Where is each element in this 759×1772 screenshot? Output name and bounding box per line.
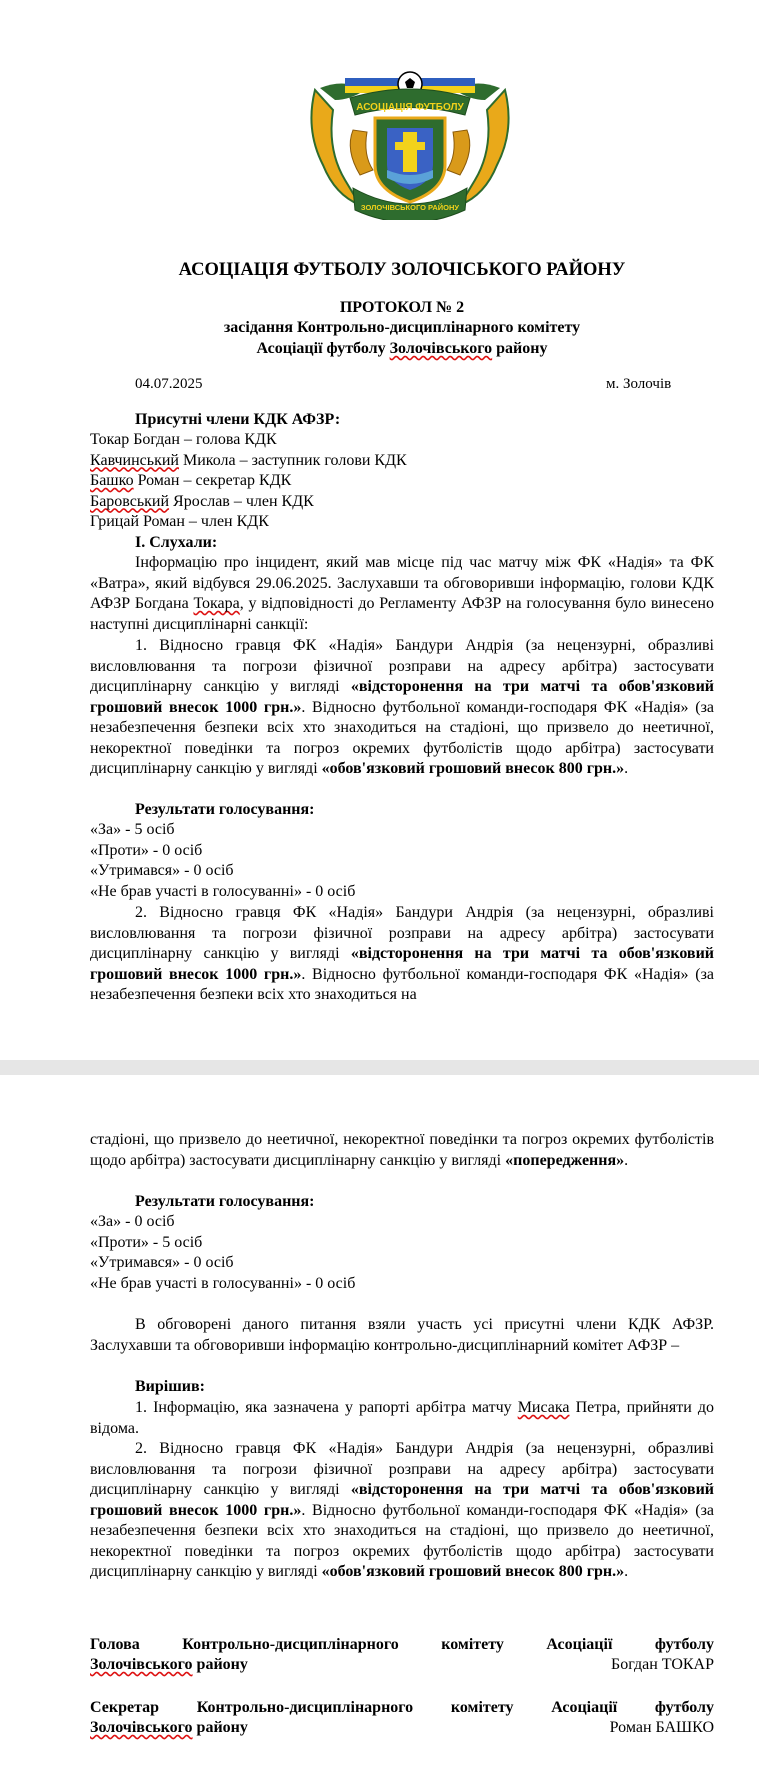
sanction-item-2-continued: стадіоні, що призвело до неетичної, некоректної поведінки та погроз окремих футболістів щодо арбітра) застосувати дисциплінарну санкцію у вигляді «попередження».: [90, 1131, 714, 1169]
protocol-city: м. Золочів: [606, 376, 672, 392]
vote-against: «Проти» - 0 осіб: [90, 841, 203, 859]
vote-not-participated: «Не брав участі в голосуванні» - 0 осіб: [90, 1274, 356, 1292]
member-3: Башко Роман – секретар КДК: [90, 472, 292, 489]
vote-results-2: [90, 1212, 714, 1294]
head-signature-name: Богдан ТОКАР: [611, 1656, 714, 1673]
vote-against: «Проти» - 5 осіб: [90, 1233, 203, 1251]
member-4: Баровський Ярослав – член КДК: [90, 492, 314, 510]
member-1: Токар Богдан – голова КДК: [90, 431, 277, 448]
logo-top-text: АСОЦІАЦІЯ ФУТБОЛУ: [356, 102, 464, 113]
member-5: Грицай Роман – член КДК: [90, 513, 269, 530]
protocol-date: 04.07.2025: [135, 376, 203, 392]
members-list: [90, 430, 714, 533]
sanction-item-2: 2. Відносно гравця ФК «Надія» Бандури Андрія (за нецензурні, образливі висловлювання та погрози фізичної розправи на адресу арбітра) застосувати дисциплінарну санкцію у вигляді «відсторонення на три матчі та обов'язковий грошовий внесок 1000 грн.». Відносно футбольної команди-господаря ФК «Надія» (за незабезпечення безпеки всіх хто знаходиться на: [90, 904, 715, 1003]
head-signature-line-1: Голова Контрольно-дисциплінарного комітету Асоціації футболу: [90, 1636, 714, 1653]
protocol-subtitle-2: Асоціації футболу Золочівського району: [256, 340, 548, 357]
discussion-paragraph: В обговорені даного питання взяли участь усі присутні члени КДК АФЗР. Заслухавши та обговоривши інформацію контрольно-дисциплінарний комітет АФЗР –: [90, 1316, 714, 1354]
vote-results-heading-1: Результати голосування:: [135, 801, 315, 818]
protocol-subtitle-1: засідання Контрольно-дисциплінарного комітету: [223, 319, 581, 336]
sanction-item-1: 1. Відносно гравця ФК «Надія» Бандури Андрія (за нецензурні, образливі висловлювання та погрози фізичної розправи на адресу арбітра) застосувати дисциплінарну санкцію у вигляді «відсторонення на три матчі та обов'язковий грошовий внесок 1000 грн.». Відносно футбольної команди-господаря ФК «Надія» (за незабезпечення безпеки всіх хто знаходиться на стадіоні, що призвело до неетичної, некоректної поведінки та погроз окремих футболістів щодо арбітра) застосувати дисциплінарну санкцію у вигляді «обов'язковий грошовий внесок 800 грн.».: [90, 637, 715, 777]
secretary-signature-line-2: Золочівського району Роман БАШКО: [90, 1718, 714, 1739]
vote-for: «За» - 0 осіб: [90, 1213, 175, 1230]
secretary-signature-name: Роман БАШКО: [609, 1719, 714, 1736]
vote-results-1: [90, 820, 714, 902]
vote-abstained: «Утримався» - 0 осіб: [90, 862, 234, 879]
association-logo: [305, 70, 515, 220]
protocol-title: ПРОТОКОЛ № 2: [339, 299, 465, 316]
vote-for: «За» - 5 осіб: [90, 821, 175, 838]
vote-not-participated: «Не брав участі в голосуванні» - 0 осіб: [90, 882, 356, 900]
incident-intro: Інформацію про інцидент, який мав місце під час матчу між ФК «Надія» та ФК «Ватра», який відбувся 29.06.2025. Заслухавши та обговоривши інформацію, голови КДК АФЗР Богдана Токара, у відповідності до Регламенту АФЗР на голосування було винесено наступні дисциплінарні санкції:: [90, 554, 714, 633]
logo-bottom-text: ЗОЛОЧІВСЬКОГО РАЙОНУ: [360, 203, 460, 212]
head-signature-line-2: Золочівського району Богдан ТОКАР: [90, 1655, 714, 1676]
decided-heading: Вирішив:: [135, 1378, 205, 1395]
members-heading: Присутні члени КДК АФЗР:: [135, 411, 341, 428]
decision-item-2: 2. Відносно гравця ФК «Надія» Бандури Андрія (за нецензурні, образливі висловлювання та погрози фізичної розправи на адресу арбітра) застосувати дисциплінарну санкцію у вигляді «відсторонення на три матчі та обов'язковий грошовий внесок 1000 грн.». Відносно футбольної команди-господаря ФК «Надія» (за незабезпечення безпеки всіх хто знаходиться на стадіоні, що призвело до неетичної, некоректної поведінки та погроз окремих футболістів щодо арбітра) застосувати дисциплінарну санкцію у вигляді «обов'язковий грошовий внесок 800 грн.».: [90, 1440, 715, 1580]
secretary-signature-line-1: Секретар Контрольно-дисциплінарного комітету Асоціації футболу: [90, 1699, 714, 1716]
vote-results-heading-2: Результати голосування:: [135, 1193, 315, 1210]
decision-item-1: 1. Інформацію, яка зазначена у рапорті арбітра матчу Мисака Петра, прийняти до відома.: [90, 1399, 714, 1437]
member-2: Кавчинський Микола – заступник голови КДК: [90, 451, 407, 469]
document-page-2: [0, 1075, 759, 1772]
section-heading-heard: I. Слухали:: [135, 534, 218, 551]
org-title: АСОЦІАЦІЯ ФУТБОЛУ ЗОЛОЧІСЬКОГО РАЙОНУ: [178, 260, 626, 280]
vote-abstained: «Утримався» - 0 осіб: [90, 1254, 234, 1271]
